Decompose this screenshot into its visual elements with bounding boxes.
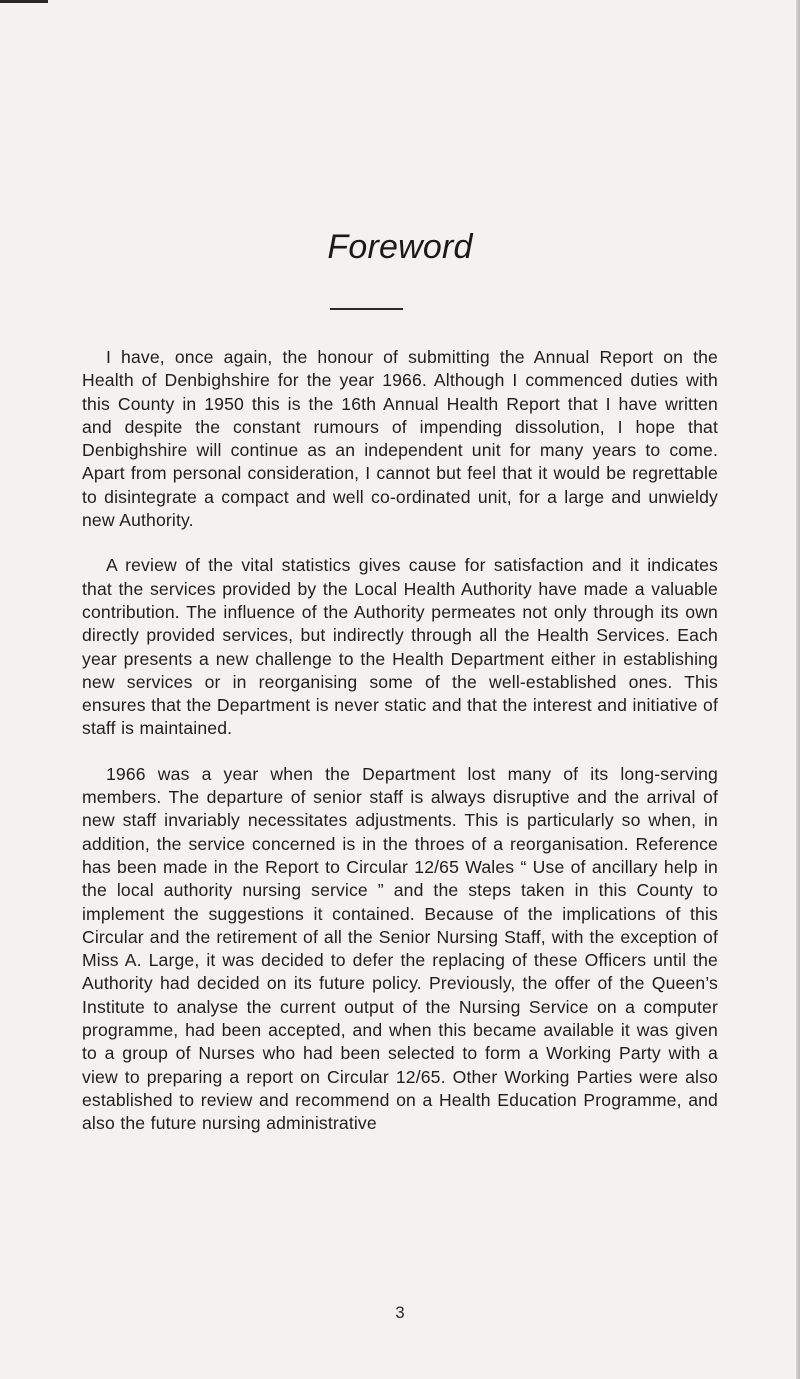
page-title: Foreword bbox=[327, 228, 473, 266]
paragraph-2: A review of the vital statistics gives cause for satisfaction and it indicates that the services provided by the Local Health Authority have made a valuable contribution. The influence of the Authority permeates not only through its own directly provided services, but indirectly through all the Health Services. Each year presents a new challenge to the Health Department either in establishing new services or in reorganising some of the well-established ones. This ensures that the Department is never static and that the interest and initiative of staff is maintained. bbox=[82, 555, 718, 739]
page-edge-shadow bbox=[796, 0, 800, 1379]
paragraph-3: 1966 was a year when the Department lost many of its long-serving members. The departure of senior staff is always disruptive and the arrival of new staff invariably necessitates adjustments. This is particularly so when, in addition, the service concerned is in the throes of a reorganisation. Reference has been made in the Report to Circular 12/65 Wales “ Use of ancillary help in the local authority nursing service ” and the steps taken in this County to implement the suggestions it contained. Because of the implications of this Circular and the retirement of all the Senior Nursing Staff, with the exception of Miss A. Large, it was decided to defer the replacing of these Officers until the Authority had decided on its future policy. Previously, the offer of the Queen’s Institute to analyse the current output of the Nursing Service on a computer programme, had been accepted, and when this became available it was given to a group of Nurses who had been selected to form a Working Party with a view to preparing a report on Circular 12/65. Other Working Parties were also established to review and recommend on a Health Education Programme, and also the future nursing administrative bbox=[82, 763, 718, 1134]
paragraph-1: I have, once again, the honour of submitting the Annual Report on the Health of Denbighshire for the year 1966. Although I commenced duties with this County in 1950 this is the 16th Annual Health Report that I have written and despite the constant rumours of impending dissolution, I hope that Denbighshire will continue as an independent unit for many years to come. Apart from personal consideration, I cannot but feel that it would be regrettable to disintegrate a compact and well co-ordinated unit, for a large and unwieldy new Authority. bbox=[82, 347, 718, 531]
top-edge-rule bbox=[0, 0, 48, 3]
foreword-body bbox=[82, 346, 718, 1158]
page-number: 3 bbox=[395, 1303, 405, 1322]
title-divider bbox=[330, 308, 403, 310]
